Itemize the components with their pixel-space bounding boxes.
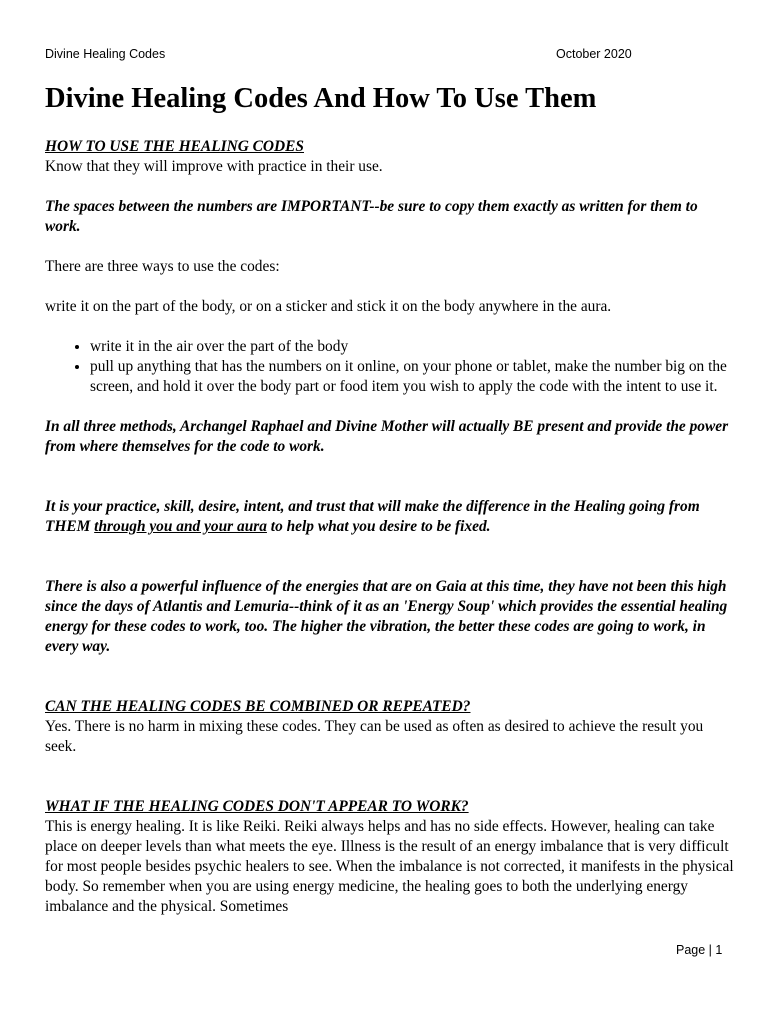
header-document-name: Divine Healing Codes	[45, 47, 166, 61]
list-item: • write it in the air over the part of the body	[90, 337, 735, 357]
three-ways-paragraph: There are three ways to use the codes:	[45, 258, 280, 275]
methods-list	[45, 337, 735, 397]
list-item: • pull up anything that has the numbers on it online, on your phone or tablet, make the number big on the screen, and hold it over the body part or food item you wish to apply the code with the intent to use it.	[90, 357, 735, 397]
practice-underlined-text: through you and your aura	[94, 518, 267, 535]
page-title: Divine Healing Codes And How To Use Them	[45, 83, 597, 114]
practice-paragraph	[45, 497, 735, 537]
not-work-paragraph: This is energy healing. It is like Reiki. Reiki always helps and has no side effects. However, healing can take place on deeper levels than what meets the eye. Illness is the result of an energy imbalance that is very difficult for most people besides psychic healers to see. When the imbalance is not corrected, it manifests in the physical body. So remember when you are using energy medicine, the healing goes to both the underlying energy imbalance and the physical. Sometimes	[45, 818, 734, 915]
intro-paragraph: Know that they will improve with practice in their use.	[45, 158, 383, 175]
header-date: October 2020	[556, 47, 632, 61]
section-heading-how-to-use: HOW TO USE THE HEALING CODES	[45, 138, 304, 155]
way-one-paragraph: write it on the part of the body, or on a sticker and stick it on the body anywhere in the aura.	[45, 298, 612, 315]
archangel-paragraph: In all three methods, Archangel Raphael and Divine Mother will actually BE present and provide the power from where themselves for the code to work.	[45, 418, 729, 455]
practice-text-end: to help what you desire to be fixed.	[266, 518, 491, 535]
gaia-paragraph: There is also a powerful influence of the energies that are on Gaia at this time, they have not been this high since the days of Atlantis and Lemuria--think of it as an 'Energy Soup' which provides the essential healing energy for these codes to work, too. The higher the vibration, the better these codes are going to work, in every way.	[45, 578, 728, 655]
section-heading-combined: CAN THE HEALING CODES BE COMBINED OR REPEATED?	[45, 698, 471, 715]
combined-paragraph: Yes. There is no harm in mixing these codes. They can be used as often as desired to achieve the result you seek.	[45, 718, 704, 755]
section-heading-not-work: WHAT IF THE HEALING CODES DON'T APPEAR TO WORK?	[45, 798, 469, 815]
important-note: The spaces between the numbers are IMPORTANT--be sure to copy them exactly as written for them to work.	[45, 198, 698, 235]
page-number: Page | 1	[676, 943, 723, 957]
practice-text-start: It is your practice, skill, desire, intent, and trust that will make the difference in the Healing going from THEM	[45, 498, 700, 535]
document-body	[45, 137, 735, 917]
